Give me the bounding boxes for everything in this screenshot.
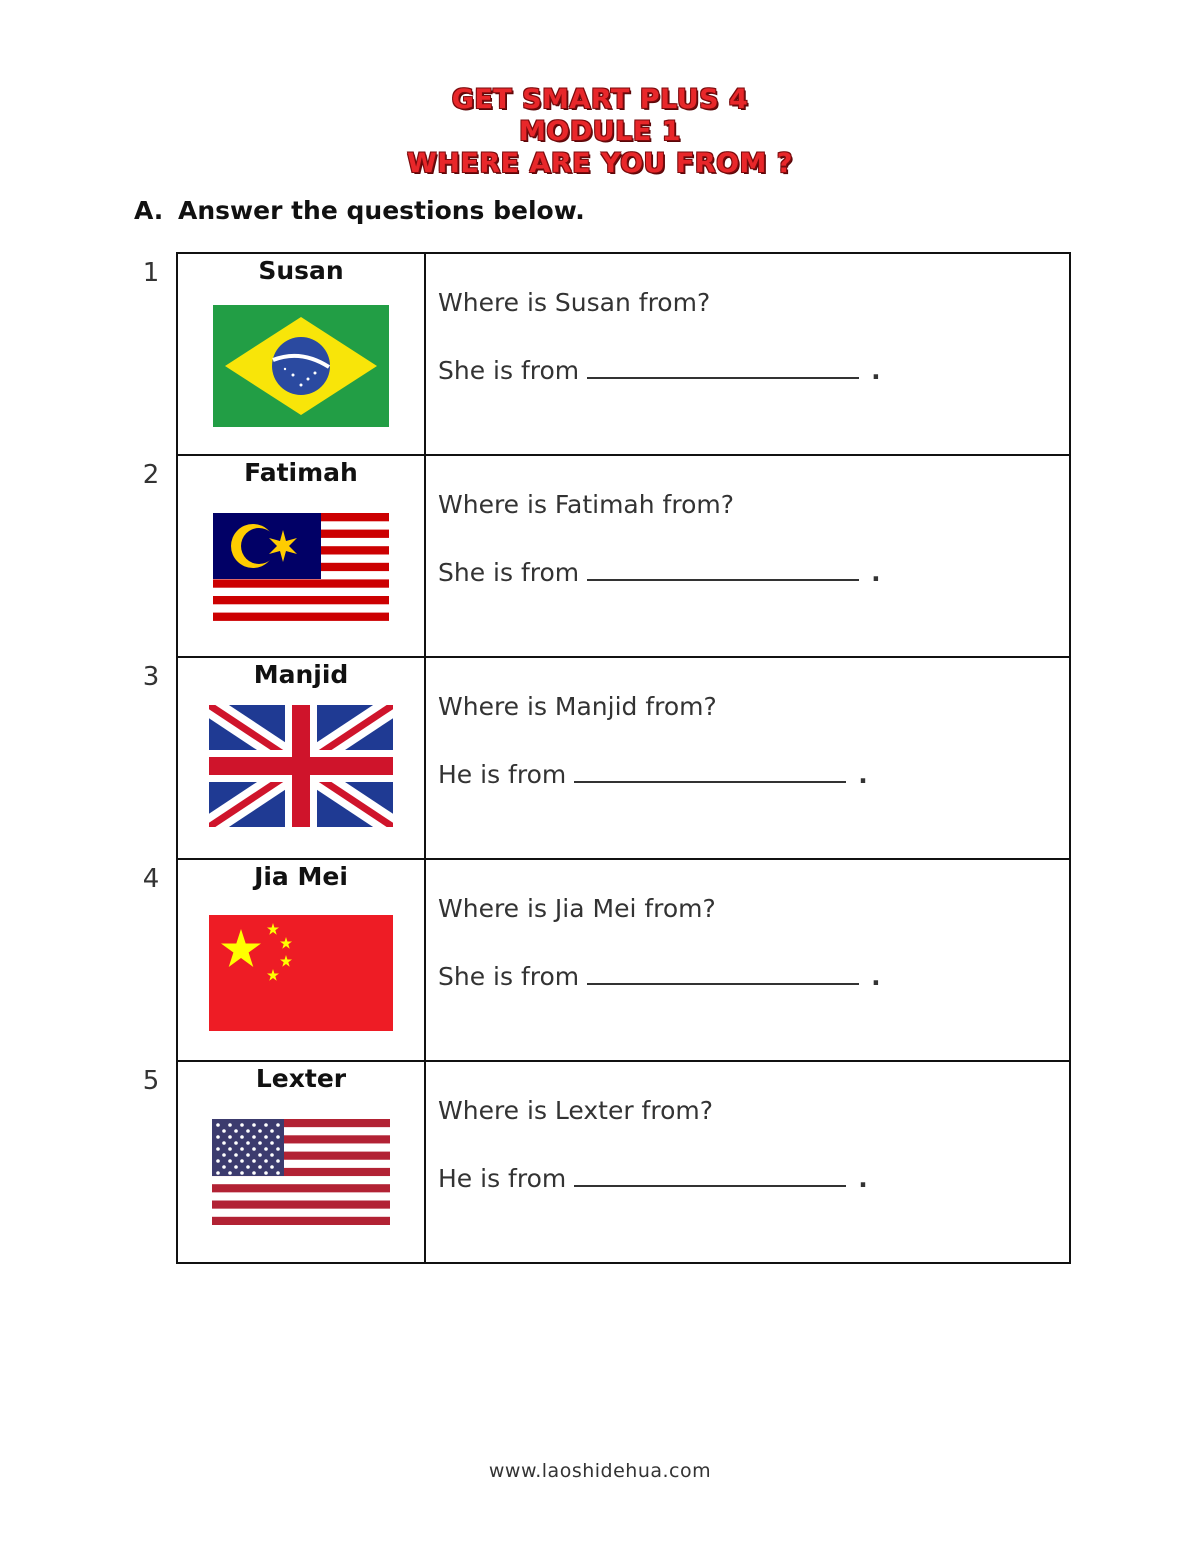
section-instruction: Answer the questions below.	[178, 196, 585, 225]
title-line-3: WHERE ARE YOU FROM ?	[407, 148, 793, 179]
question-table	[142, 252, 1071, 1264]
title-line-2: MODULE 1	[519, 116, 681, 147]
brazil-flag-icon	[213, 305, 389, 427]
person-name: Jia Mei	[254, 862, 348, 891]
person-cell	[142, 859, 425, 1061]
person-name: Manjid	[253, 660, 349, 689]
row-number: 2	[142, 460, 160, 490]
person-name: Fatimah	[244, 458, 358, 487]
answer-prefix: He is from	[438, 760, 567, 789]
title-line-1: GET SMART PLUS 4	[451, 84, 749, 115]
answer-period: .	[871, 356, 881, 385]
question-cell	[425, 253, 1070, 455]
answer-blank[interactable]	[574, 1184, 846, 1187]
answer-blank[interactable]	[574, 780, 846, 783]
uk-flag-icon	[209, 705, 393, 827]
answer-period: .	[858, 760, 868, 789]
answer-line	[438, 962, 881, 991]
answer-prefix: She is from	[438, 558, 580, 587]
person-cell	[142, 657, 425, 859]
table-row	[177, 859, 1070, 1061]
answer-line	[438, 1164, 868, 1193]
section-letter: A.	[134, 196, 164, 225]
row-number: 4	[142, 864, 160, 894]
person-cell	[142, 1061, 425, 1263]
section-heading	[134, 196, 585, 225]
answer-blank[interactable]	[587, 578, 859, 581]
row-number: 3	[142, 662, 160, 692]
answer-period: .	[858, 1164, 868, 1193]
question-text: Where is Fatimah from?	[438, 490, 734, 519]
answer-blank[interactable]	[587, 376, 859, 379]
table-row	[177, 1061, 1070, 1263]
question-text: Where is Manjid from?	[438, 692, 717, 721]
table-row	[177, 253, 1070, 455]
question-cell	[425, 455, 1070, 657]
person-name: Lexter	[255, 1064, 347, 1093]
answer-line	[438, 356, 881, 385]
question-text: Where is Susan from?	[438, 288, 711, 317]
question-cell	[425, 657, 1070, 859]
answer-line	[438, 558, 881, 587]
person-cell	[142, 253, 425, 455]
question-cell	[425, 859, 1070, 1061]
answer-prefix: She is from	[438, 962, 580, 991]
answer-line	[438, 760, 868, 789]
usa-flag-icon	[212, 1119, 390, 1225]
person-cell	[142, 455, 425, 657]
answer-period: .	[871, 962, 881, 991]
answer-prefix: She is from	[438, 356, 580, 385]
question-text: Where is Lexter from?	[438, 1096, 713, 1125]
table-row	[177, 657, 1070, 859]
worksheet-title	[0, 84, 1200, 180]
person-name: Susan	[258, 256, 344, 285]
row-number: 1	[142, 258, 160, 288]
question-cell	[425, 1061, 1070, 1263]
table-row	[177, 455, 1070, 657]
answer-blank[interactable]	[587, 982, 859, 985]
footer-website: www.laoshidehua.com	[488, 1460, 712, 1482]
answer-period: .	[871, 558, 881, 587]
malaysia-flag-icon	[213, 513, 389, 629]
china-flag-icon	[209, 915, 393, 1031]
row-number: 5	[142, 1066, 160, 1096]
question-text: Where is Jia Mei from?	[438, 894, 716, 923]
answer-prefix: He is from	[438, 1164, 567, 1193]
